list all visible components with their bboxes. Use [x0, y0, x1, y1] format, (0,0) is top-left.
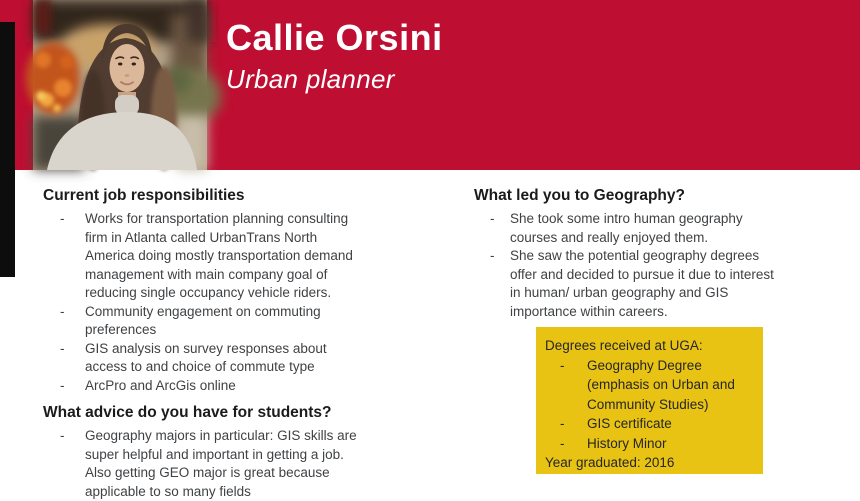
bullet-dash: -: [560, 434, 565, 454]
bullet-dash: -: [490, 210, 495, 229]
bullet-line: preferences: [85, 321, 443, 340]
bullet-text: [510, 210, 844, 247]
page-subtitle: Urban planner: [226, 64, 443, 94]
list-item: [545, 356, 755, 415]
bullet-text: [85, 427, 443, 501]
bullet-line: reducing single occupancy vehicle riders.: [85, 284, 443, 303]
bullet-line: GIS analysis on survey responses about: [85, 340, 443, 359]
list-item: [43, 303, 443, 340]
list-item: [43, 340, 443, 377]
bullet-text: [85, 377, 443, 396]
bullet-line: She took some intro human geography: [510, 210, 844, 229]
bullet-text: [587, 434, 755, 454]
bullet-line: America doing mostly transportation demand: [85, 247, 443, 266]
section-heading: What advice do you have for students?: [43, 403, 443, 423]
bullet-dash: -: [60, 210, 65, 229]
bullet-dash: -: [60, 340, 65, 359]
section-advice: [43, 403, 443, 501]
bullet-line: Works for transportation planning consulting: [85, 210, 443, 229]
degree-box-footer: Year graduated: 2016: [545, 453, 755, 473]
list-item: [474, 247, 844, 321]
list-item: [545, 414, 755, 434]
title-block: [226, 17, 443, 94]
degree-box: [536, 327, 763, 474]
bullet-text: [587, 356, 755, 415]
bullet-line: courses and really enjoyed them.: [510, 229, 844, 248]
bullet-dash: -: [60, 303, 65, 322]
bullet-line: She saw the potential geography degrees: [510, 247, 844, 266]
bullet-text: [587, 414, 755, 434]
left-column: [43, 186, 443, 501]
bullet-line: History Minor: [587, 434, 755, 454]
list-item: [545, 434, 755, 454]
bullet-line: super helpful and important in getting a job.: [85, 446, 443, 465]
bullet-line: ArcPro and ArcGis online: [85, 377, 443, 396]
left-accent-bar: [0, 22, 15, 277]
list-item: [474, 210, 844, 247]
bullet-line: (emphasis on Urban and: [587, 375, 755, 395]
bullet-line: firm in Atlanta called UrbanTrans North: [85, 229, 443, 248]
bullet-dash: -: [60, 377, 65, 396]
section-current-job: [43, 186, 443, 395]
bullet-line: Geography majors in particular: GIS skills are: [85, 427, 443, 446]
bullet-text: [510, 247, 844, 321]
degree-box-intro: Degrees received at UGA:: [545, 336, 755, 356]
bullet-text: [85, 210, 443, 303]
bullet-line: offer and decided to pursue it due to interest: [510, 266, 844, 285]
section-geography: [474, 186, 844, 321]
page-title: Callie Orsini: [226, 17, 443, 59]
list-item: [43, 377, 443, 396]
bullet-line: Community Studies): [587, 395, 755, 415]
list-item: [43, 210, 443, 303]
bullet-dash: -: [490, 247, 495, 266]
bullet-text: [85, 340, 443, 377]
bullet-line: management with main company goal of: [85, 266, 443, 285]
bullet-line: importance within careers.: [510, 303, 844, 322]
bullet-line: GIS certificate: [587, 414, 755, 434]
profile-photo: [33, 0, 207, 170]
bullet-line: Community engagement on commuting: [85, 303, 443, 322]
bullet-dash: -: [560, 414, 565, 434]
bullet-text: [85, 303, 443, 340]
right-column: [474, 186, 844, 321]
list-item: [43, 427, 443, 501]
section-heading: Current job responsibilities: [43, 186, 443, 206]
bullet-line: in human/ urban geography and GIS: [510, 284, 844, 303]
bullet-line: access to and choice of commute type: [85, 358, 443, 377]
section-heading: What led you to Geography?: [474, 186, 844, 206]
bullet-line: applicable to so many fields: [85, 483, 443, 501]
bullet-dash: -: [560, 356, 565, 376]
bullet-line: Geography Degree: [587, 356, 755, 376]
bullet-line: Also getting GEO major is great because: [85, 464, 443, 483]
bullet-dash: -: [60, 427, 65, 446]
